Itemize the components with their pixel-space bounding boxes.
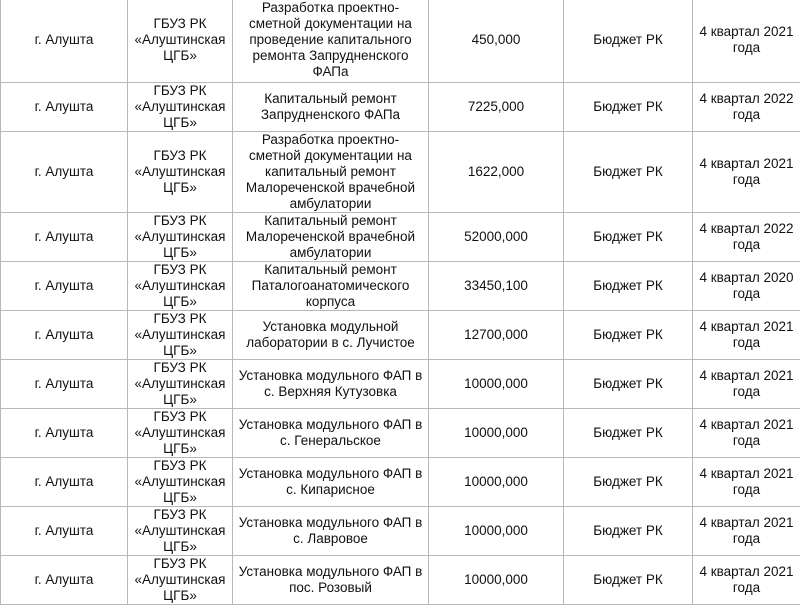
city-cell: г. Алушта bbox=[1, 409, 128, 458]
organization-cell: ГБУЗ РК «Алуштинская ЦГБ» bbox=[128, 360, 233, 409]
work-description-cell: Капитальный ремонт Запрудненского ФАПа bbox=[233, 83, 429, 132]
table-row bbox=[1, 213, 800, 262]
amount-cell: 7225,000 bbox=[429, 83, 564, 132]
table-row bbox=[1, 0, 800, 83]
city-cell: г. Алушта bbox=[1, 556, 128, 605]
funding-source-cell: Бюджет РК bbox=[564, 458, 693, 507]
deadline-cell: 4 квартал 2021 года bbox=[693, 409, 800, 458]
city-cell: г. Алушта bbox=[1, 262, 128, 311]
organization-cell: ГБУЗ РК «Алуштинская ЦГБ» bbox=[128, 458, 233, 507]
deadline-cell: 4 квартал 2021 года bbox=[693, 507, 800, 556]
organization-cell: ГБУЗ РК «Алуштинская ЦГБ» bbox=[128, 556, 233, 605]
organization-cell: ГБУЗ РК «Алуштинская ЦГБ» bbox=[128, 0, 233, 83]
deadline-cell: 4 квартал 2021 года bbox=[693, 556, 800, 605]
organization-cell: ГБУЗ РК «Алуштинская ЦГБ» bbox=[128, 213, 233, 262]
amount-cell: 33450,100 bbox=[429, 262, 564, 311]
amount-cell: 10000,000 bbox=[429, 409, 564, 458]
funding-source-cell: Бюджет РК bbox=[564, 311, 693, 360]
amount-cell: 12700,000 bbox=[429, 311, 564, 360]
organization-cell: ГБУЗ РК «Алуштинская ЦГБ» bbox=[128, 409, 233, 458]
deadline-cell: 4 квартал 2020 года bbox=[693, 262, 800, 311]
funding-source-cell: Бюджет РК bbox=[564, 507, 693, 556]
amount-cell: 52000,000 bbox=[429, 213, 564, 262]
city-cell: г. Алушта bbox=[1, 132, 128, 213]
work-description-cell: Капитальный ремонт Малореченской врачебной амбулатории bbox=[233, 213, 429, 262]
city-cell: г. Алушта bbox=[1, 507, 128, 556]
city-cell: г. Алушта bbox=[1, 213, 128, 262]
deadline-cell: 4 квартал 2021 года bbox=[693, 0, 800, 83]
work-description-cell: Установка модульного ФАП в пос. Розовый bbox=[233, 556, 429, 605]
table-row bbox=[1, 311, 800, 360]
amount-cell: 10000,000 bbox=[429, 458, 564, 507]
amount-cell: 10000,000 bbox=[429, 556, 564, 605]
work-description-cell: Установка модульного ФАП в с. Кипарисное bbox=[233, 458, 429, 507]
deadline-cell: 4 квартал 2022 года bbox=[693, 83, 800, 132]
organization-cell: ГБУЗ РК «Алуштинская ЦГБ» bbox=[128, 132, 233, 213]
table-row bbox=[1, 507, 800, 556]
organization-cell: ГБУЗ РК «Алуштинская ЦГБ» bbox=[128, 262, 233, 311]
funding-source-cell: Бюджет РК bbox=[564, 409, 693, 458]
city-cell: г. Алушта bbox=[1, 360, 128, 409]
table-row bbox=[1, 262, 800, 311]
work-description-cell: Разработка проектно-сметной документации на капитальный ремонт Малореченской врачебной амбулатории bbox=[233, 132, 429, 213]
amount-cell: 10000,000 bbox=[429, 360, 564, 409]
deadline-cell: 4 квартал 2021 года bbox=[693, 132, 800, 213]
table-row bbox=[1, 360, 800, 409]
deadline-cell: 4 квартал 2022 года bbox=[693, 213, 800, 262]
deadline-cell: 4 квартал 2021 года bbox=[693, 360, 800, 409]
table-row bbox=[1, 409, 800, 458]
city-cell: г. Алушта bbox=[1, 458, 128, 507]
amount-cell: 10000,000 bbox=[429, 507, 564, 556]
funding-source-cell: Бюджет РК bbox=[564, 556, 693, 605]
work-description-cell: Разработка проектно-сметной документации на проведение капитального ремонта Запрудненского ФАПа bbox=[233, 0, 429, 83]
amount-cell: 1622,000 bbox=[429, 132, 564, 213]
work-description-cell: Установка модульного ФАП в с. Генеральское bbox=[233, 409, 429, 458]
works-table-body bbox=[1, 0, 800, 605]
table-row bbox=[1, 458, 800, 507]
organization-cell: ГБУЗ РК «Алуштинская ЦГБ» bbox=[128, 83, 233, 132]
city-cell: г. Алушта bbox=[1, 83, 128, 132]
work-description-cell: Установка модульной лаборатории в с. Лучистое bbox=[233, 311, 429, 360]
work-description-cell: Установка модульного ФАП в с. Верхняя Кутузовка bbox=[233, 360, 429, 409]
deadline-cell: 4 квартал 2021 года bbox=[693, 458, 800, 507]
work-description-cell: Капитальный ремонт Паталогоанатомического корпуса bbox=[233, 262, 429, 311]
table-row bbox=[1, 556, 800, 605]
table-row bbox=[1, 83, 800, 132]
deadline-cell: 4 квартал 2021 года bbox=[693, 311, 800, 360]
funding-source-cell: Бюджет РК bbox=[564, 213, 693, 262]
organization-cell: ГБУЗ РК «Алуштинская ЦГБ» bbox=[128, 311, 233, 360]
funding-source-cell: Бюджет РК bbox=[564, 262, 693, 311]
city-cell: г. Алушта bbox=[1, 311, 128, 360]
funding-source-cell: Бюджет РК bbox=[564, 360, 693, 409]
city-cell: г. Алушта bbox=[1, 0, 128, 83]
table-row bbox=[1, 132, 800, 213]
funding-source-cell: Бюджет РК bbox=[564, 0, 693, 83]
funding-source-cell: Бюджет РК bbox=[564, 132, 693, 213]
work-description-cell: Установка модульного ФАП в с. Лавровое bbox=[233, 507, 429, 556]
funding-source-cell: Бюджет РК bbox=[564, 83, 693, 132]
organization-cell: ГБУЗ РК «Алуштинская ЦГБ» bbox=[128, 507, 233, 556]
amount-cell: 450,000 bbox=[429, 0, 564, 83]
